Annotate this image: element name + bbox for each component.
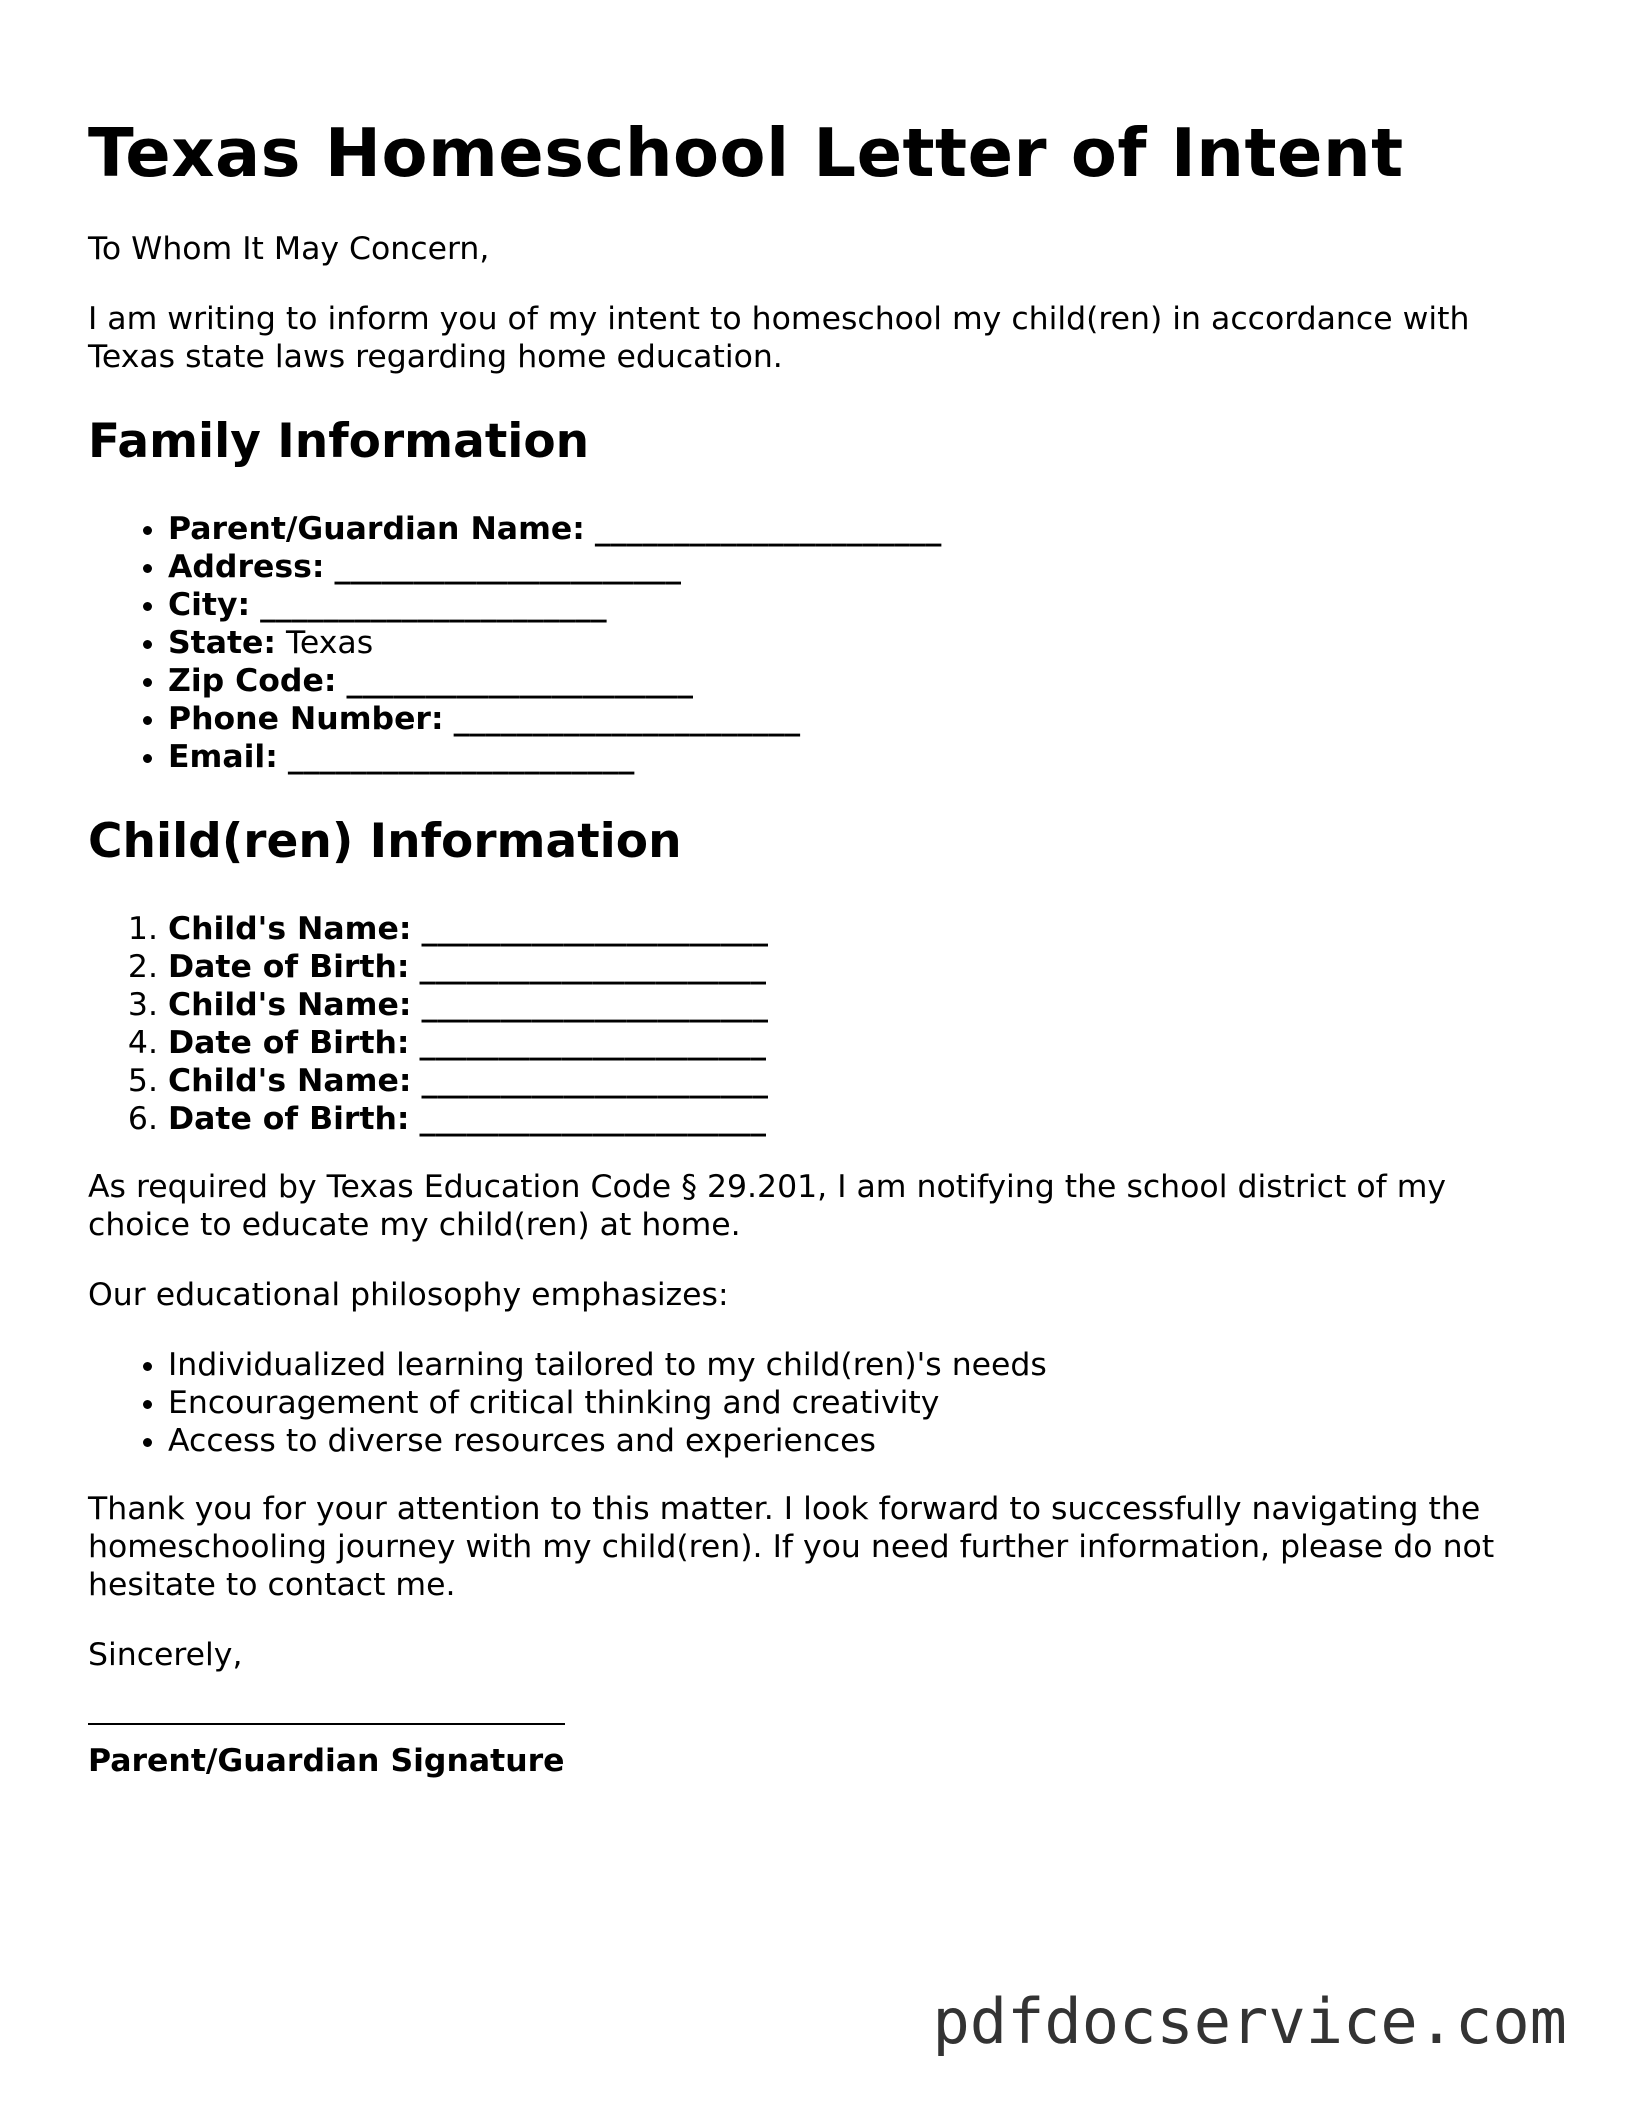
philosophy-intro: Our educational philosophy emphasizes: — [88, 1277, 729, 1313]
family-field — [168, 738, 941, 776]
child-field — [168, 948, 768, 986]
field-blank: ______________________ — [346, 663, 693, 699]
field-label: Date of Birth: — [168, 949, 410, 985]
field-blank: ______________________ — [421, 987, 768, 1023]
field-blank: ______________________ — [334, 549, 681, 585]
child-field — [168, 910, 768, 948]
field-value: Texas — [286, 625, 374, 661]
signoff: Sincerely, — [88, 1637, 243, 1673]
family-fields-list — [88, 510, 941, 776]
field-blank: ______________________ — [421, 1063, 768, 1099]
field-label: Phone Number: — [168, 701, 444, 737]
field-label: Zip Code: — [168, 663, 337, 699]
philosophy-item: • Encouragement of critical thinking and creativity — [168, 1384, 1047, 1422]
family-field — [168, 662, 941, 700]
field-label: Child's Name: — [168, 911, 412, 947]
field-blank: ______________________ — [260, 587, 607, 623]
field-blank: ______________________ — [287, 739, 635, 775]
document-title: Texas Homeschool Letter of Intent — [88, 114, 1404, 192]
salutation: To Whom It May Concern, — [88, 231, 490, 267]
field-blank: ______________________ — [453, 701, 801, 737]
signature-line — [88, 1723, 565, 1725]
education-code-paragraph: As required by Texas Education Code § 29.201, I am notifying the school district of my choice to educate my child(ren) at home. — [88, 1169, 1447, 1243]
philosophy-item: • Access to diverse resources and experiences — [168, 1422, 1047, 1460]
family-field — [168, 510, 941, 548]
field-label: Date of Birth: — [168, 1025, 410, 1061]
family-field — [168, 700, 941, 738]
family-information-heading: Family Information — [88, 414, 590, 469]
children-fields-list — [88, 910, 768, 1138]
philosophy-list — [88, 1346, 1047, 1460]
closing-paragraph: Thank you for your attention to this matter. I look forward to successfully navigating the homeschooling journey with my child(ren). If you need further information, please do not hesitate to contact me. — [88, 1491, 1495, 1603]
family-field — [168, 624, 941, 662]
child-field — [168, 1024, 768, 1062]
field-label: State: — [168, 625, 277, 661]
family-field — [168, 548, 941, 586]
children-information-heading: Child(ren) Information — [88, 814, 682, 869]
field-label: Child's Name: — [168, 987, 412, 1023]
philosophy-item: • Individualized learning tailored to my child(ren)'s needs — [168, 1346, 1047, 1384]
field-blank: ______________________ — [419, 1101, 767, 1137]
field-blank: ______________________ — [594, 511, 942, 547]
field-label: Address: — [168, 549, 325, 585]
field-label: Email: — [168, 739, 278, 775]
child-field — [168, 986, 768, 1024]
field-label: Parent/Guardian Name: — [168, 511, 585, 547]
child-field — [168, 1062, 768, 1100]
field-label: Child's Name: — [168, 1063, 412, 1099]
field-blank: ______________________ — [421, 911, 768, 947]
field-label: Date of Birth: — [168, 1101, 410, 1137]
field-blank: ______________________ — [419, 1025, 767, 1061]
child-field — [168, 1100, 768, 1138]
intro-paragraph: I am writing to inform you of my intent to homeschool my child(ren) in accordance with Texas state laws regarding home education. — [88, 301, 1470, 375]
watermark: pdfdocservice.com — [932, 1985, 1567, 2058]
field-label: City: — [168, 587, 251, 623]
family-field — [168, 586, 941, 624]
signature-label: Parent/Guardian Signature — [88, 1743, 565, 1779]
field-blank: ______________________ — [419, 949, 767, 985]
